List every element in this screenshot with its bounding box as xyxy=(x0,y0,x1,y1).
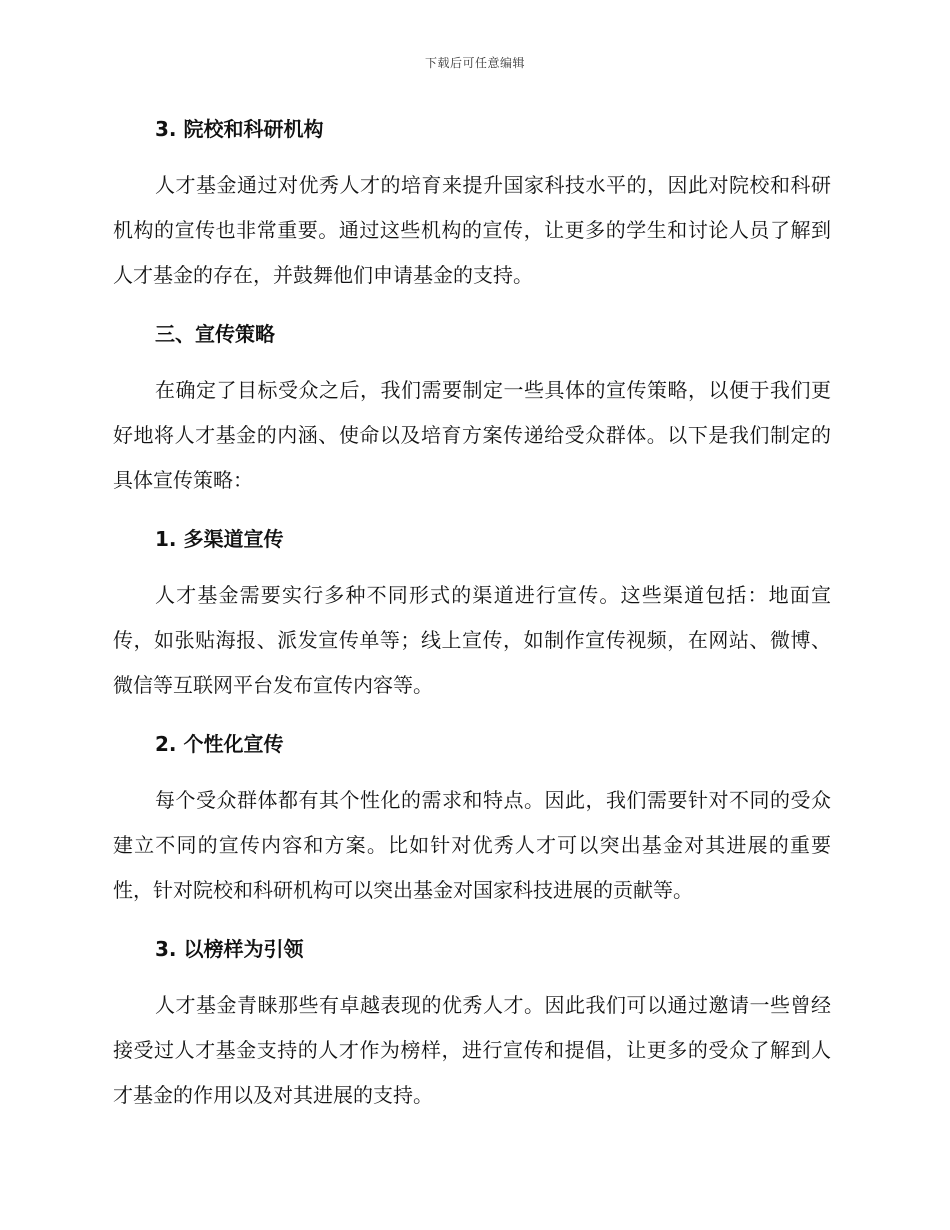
section-heading-role-model: 3. 以榜样为引领 xyxy=(155,937,304,961)
section-heading-strategy: 三、宣传策略 xyxy=(155,322,275,346)
document-body xyxy=(113,112,831,1118)
section-paragraph-multichannel: 人才基金需要实行多种不同形式的渠道进行宣传。这些渠道包括：地面宣传，如张贴海报、派发宣传单等；线上宣传，如制作宣传视频，在网站、微博、微信等互联网平台发布宣传内容等。 xyxy=(113,583,831,697)
section-paragraph-role-model: 人才基金青睐那些有卓越表现的优秀人才。因此我们可以通过邀请一些曾经接受过人才基金支持的人才作为榜样，进行宣传和提倡，让更多的受众了解到人才基金的作用以及对其进展的支持。 xyxy=(113,993,831,1107)
page-header: 下载后可任意编辑 xyxy=(424,56,525,70)
section-heading-institutions: 3. 院校和科研机构 xyxy=(155,117,324,141)
section-heading-multichannel: 1. 多渠道宣传 xyxy=(155,527,284,551)
section-paragraph-institutions: 人才基金通过对优秀人才的培育来提升国家科技水平的，因此对院校和科研机构的宣传也非常重要。通过这些机构的宣传，让更多的学生和讨论人员了解到人才基金的存在，并鼓舞他们申请基金的支持。 xyxy=(113,173,831,287)
section-paragraph-strategy: 在确定了目标受众之后，我们需要制定一些具体的宣传策略，以便于我们更好地将人才基金的内涵、使命以及培育方案传递给受众群体。以下是我们制定的具体宣传策略： xyxy=(113,378,831,492)
section-paragraph-personalized: 每个受众群体都有其个性化的需求和特点。因此，我们需要针对不同的受众建立不同的宣传内容和方案。比如针对优秀人才可以突出基金对其进展的重要性，针对院校和科研机构可以突出基金对国家科技进展的贡献等。 xyxy=(113,788,831,902)
section-heading-personalized: 2. 个性化宣传 xyxy=(155,732,284,756)
